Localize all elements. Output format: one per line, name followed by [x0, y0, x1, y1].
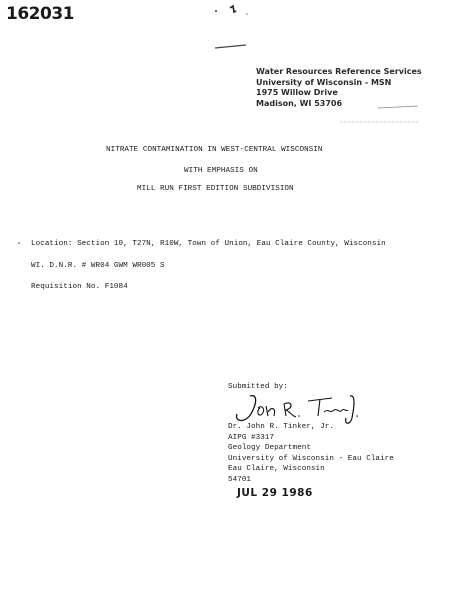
library-stamp: [256, 67, 422, 109]
date-stamp: JUL 29 1986: [237, 487, 313, 499]
speck: [215, 10, 217, 12]
location-line: Location: Section 10, T27N, R10W, Town of Union, Eau Claire County, Wisconsin: [31, 240, 386, 248]
submitter-aipg: AIPG #3317: [228, 433, 275, 442]
stamp-line: Water Resources Reference Services: [256, 67, 422, 76]
speck: [18, 242, 20, 244]
title-line-2: WITH EMPHASIS ON: [184, 167, 258, 175]
submitter-name: Dr. John R. Tinker, Jr.: [228, 423, 334, 431]
submitter-university: University of Wisconsin - Eau Claire: [228, 454, 394, 463]
speck: [246, 13, 248, 15]
submitted-label: Submitted by:: [228, 383, 288, 391]
title-line-1: NITRATE CONTAMINATION IN WEST-CENTRAL WISCONSIN: [106, 146, 323, 154]
requisition-number: Requisition No. F1084: [31, 283, 128, 291]
dnr-number: WI. D.N.R. # WR04 GWM WR005 S: [31, 262, 165, 270]
submitter-city: Eau Claire, Wisconsin: [228, 465, 325, 474]
submitter-block: [228, 422, 394, 486]
stamp-line: University of Wisconsin - MSN: [256, 77, 392, 87]
submitter-zip: 54701: [228, 475, 252, 484]
mark-glyph: [230, 6, 236, 12]
stamp-line: Madison, WI 53706: [256, 98, 343, 108]
stamp-line: 1975 Willow Drive: [256, 88, 338, 97]
submitter-department: Geology Department: [228, 444, 311, 453]
accession-number: 162031: [6, 4, 74, 24]
title-line-3: MILL RUN FIRST EDITION SUBDIVISION: [137, 185, 294, 193]
pen-stroke: [215, 45, 246, 48]
